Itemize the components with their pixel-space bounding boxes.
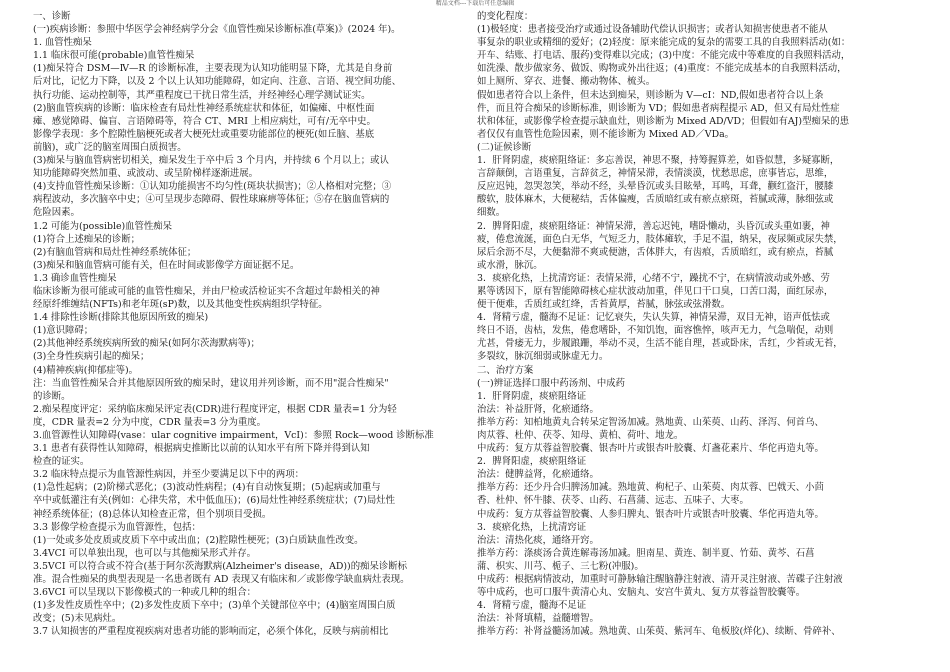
left-column-text-line: 检查的证实。	[33, 456, 90, 468]
right-column-text-line: 多裂纹，脉沉细弱或脉虚无力。	[477, 351, 609, 363]
left-column-text-line: 临床诊断为很可能或可能的血管性痴呆，并由尸检或活检证实不含超过年龄相关的神	[33, 285, 380, 297]
left-column-text-line: (1)意识障碍；	[33, 325, 94, 337]
right-column-text-line: 蒲、枳实、川芎、栀子、三七粉(冲服)。	[477, 560, 644, 572]
left-column-text-line: 准。混合性痴呆的典型表现是一名患者既有 AD 表现又有临床和／或影像学缺血病灶表现。	[33, 574, 410, 586]
left-column-text-line: 3.4VCI 可以单独出现，也可以与其他痴呆形式并存。	[33, 547, 257, 559]
left-column-text-line: (4)支持血管性痴呆诊断：①认知功能损害不均匀性(斑块状损害)；②人格相对完整；③	[33, 181, 392, 193]
right-column-text-line: 事复杂的职业或精细的爱好；(2)轻度：原来能完成的复杂的需要工具的自我照料活动(如：	[477, 37, 851, 49]
right-column-text-line: 如上厕所、穿衣、进餐、搬动物体、梳头。	[477, 76, 656, 88]
right-column-text-line: 件，而且符合痴呆的诊断标准，则诊断为 VD；假如患者病程提示 AD，但又有局灶性症	[477, 102, 840, 114]
left-column-text-line: 的诊断。	[33, 390, 71, 402]
right-column-text-line: 如洗澡、散步做家务、做饭、购物或外出往返；(4)重度：不能完成基本的自我照料活动，	[477, 63, 847, 75]
right-column-text-line: 推举方药：涤痰汤合黄连解毒汤加减。胆南星、黄连、制半夏、竹茹、黄芩、石菖	[477, 547, 815, 559]
right-column-text-line: 1．肝肾阴虚，痰瘀阻络证	[477, 390, 587, 402]
right-column-text-line: 等中成药，也可口服牛黄清心丸、安脑丸、安宫牛黄丸、复方苁蓉益智胶囊等。	[477, 587, 806, 599]
left-column-text-line: 经原纤维缠结(NFTs)和老年斑(sP)数，以及其他变性疾病组织学特征。	[33, 299, 328, 311]
left-column-text-line: 注：当血管性痴呆合并其他原因所致的痴呆时，建议用并列诊断，而不用"混合性痴呆"	[33, 377, 389, 389]
left-column-text-line: 卒中或低灌注有关(例如：心律失常，术中低血压)；(6)局灶性神经系统症状；(7)局灶性	[33, 495, 396, 507]
right-column-text-line: 4．肾精亏虚，髓海不足证	[477, 600, 587, 612]
left-column-text-line: 后对比，记忆力下降，以及 2 个以上认知功能障碍，如定向、注意、言语、视空间功能、	[33, 76, 402, 88]
left-column-text-line: 瘫、感觉障碍、偏盲、言语障碍等，符合 CT、MRI 上相应病灶，可有/无卒中史。	[33, 115, 376, 127]
right-column-text-line: 反应迟钝，忽哭忽笑，举动不经，头晕昏沉或头目眩晕，耳鸣，耳聋，颧红盗汗，腰膝	[477, 181, 834, 193]
left-column-text-line: (1)痴呆符合 DSM—Ⅳ—R 的诊断标准，主要表现为认知功能明显下降，尤其是自身前	[33, 63, 393, 75]
right-column-text-line: 2．脾肾阳虚，痰瘀阻络证：神情呆滞，善忘迟钝，嗜卧懒动，头昏沉或头重如裹，神	[477, 220, 830, 232]
right-column-text-line: 治法：补益肝肾，化瘀通络。	[477, 403, 599, 415]
right-column-text-line: 便干便难，舌质红或红绛，舌苔黄厚，苔腻，脉弦或弦滑数。	[477, 299, 731, 311]
right-column-text-line: 细数。	[477, 207, 506, 219]
left-column-text-line: 3.7 认知损害的严重程度视疾病对患者功能的影响而定，必须个体化，反映与病前相比	[33, 626, 389, 638]
right-column-text-line: 3．痰瘀化热，上扰清窍证	[477, 521, 587, 533]
left-column-text-line: 神经系统体征；(8)总体认知检查正常，但个别项目受损。	[33, 508, 272, 520]
right-column-text-line: 推举方药：补肾益髓汤加减。熟地黄、山茱萸、紫河车、龟板胶(烊化)、续断、骨碎补、	[477, 626, 841, 638]
left-column-text-line: 3.6VCI 可以呈现以下影像模式的一种或几种的组合：	[33, 587, 257, 599]
left-column-text-line: 3.3 影像学检查提示为血管源性，包括：	[33, 521, 201, 533]
left-column-text-line: 病程波动，多次脑卒中史；④可呈现步态障碍、假性球麻痹等体征；⑤存在脑血管病的	[33, 194, 390, 206]
right-column-text-line: 推举方药：知柏地黄丸合转呆定智汤加减。熟地黄、山茱萸、山药、泽泻、何首乌、	[477, 416, 824, 428]
left-column-text-line: (1)急性起病；(2)阶梯式恶化；(3)波动性病程；(4)有自动恢复期；(5)起病或加重与	[33, 482, 381, 494]
left-column-text-line: (1)一处或多处皮质或皮质下卒中或出血；(2)腔隙性梗死；(3)白质缺血性改变。	[33, 534, 364, 546]
left-column-text-line: (1)符合上述痴呆的诊断；	[33, 233, 141, 245]
left-column-text-line: 3.1 患者有获得性认知障碍，根据病史推断比以前的认知水平有所下降并得到认知	[33, 443, 370, 455]
right-column-text-line: 3．痰瘀化热，上扰清窍证：表情呆滞，心绪不宁，躁扰不宁，在病情波动或外感、劳	[477, 272, 830, 284]
right-column-text-line: 中成药：复方苁蓉益智胶囊、人参归脾丸、银杏叶片或银杏叶胶囊、华佗再造丸等。	[477, 508, 824, 520]
left-column-text-line: (3)全身性疾病引起的痴呆；	[33, 351, 150, 363]
right-column-text-line: 终日不语，齿枯，发焦，倦怠嗜卧，不知饥饱，面容憔悴，咳声无力，气急喘促，动则	[477, 325, 834, 337]
right-column-text-line: 酸软，肢体麻木，大便秘结，舌体偏瘦，舌质暗红或有瘀点瘀斑，苔腻或薄，脉细弦或	[477, 194, 834, 206]
right-column-text-line: 推举方药：还少丹合归脾汤加减。熟地黄、枸杞子、山茱萸、肉苁蓉、巴戟天、小茴	[477, 482, 824, 494]
left-column-text-line: (一)疾病诊断：参照中华医学会神经病学分会《血管性痴呆诊断标准(草案)》(2024 年)。	[33, 24, 401, 36]
right-column-text-line: 2．脾肾阳虚，痰瘀阻络证	[477, 456, 587, 468]
left-column-text-line: (3)痴呆和脑血管病可能有关，但在时间或影像学方面证据不足。	[33, 259, 300, 271]
right-column-text-line: 言辞颠倒，言语重复，言辞贫乏，神情呆滞，表情淡漠，忧愁思虑，庶事皆忘，思维，	[477, 168, 834, 180]
left-column-text-line: 执行功能、运动控制等，其严重程度已干扰日常生活，并经神经心理学测试证实。	[33, 89, 371, 101]
left-column-text-line: 3.血管源性认知障碍(vase：ular cognitive impairment，VcI)：参照 Rock—wood 诊断标准	[33, 430, 434, 441]
right-column-text-line: 治法：补肾填精，益髓增智。	[477, 613, 599, 625]
left-column-text-line: 3.5VCI 可以符合或不符合(基于阿尔茨海默病(Alzheimer's disease，AD))的痴呆诊断标	[33, 560, 407, 572]
right-column-text-line: 二、治疗方案	[477, 364, 534, 376]
right-column-text-line: 开车、结账、打电话、服药)变得难以完成；(3)中度：不能完成中等难度的自我照料活动，	[477, 50, 851, 62]
right-column-text-line: 4．肾精亏虚，髓海不足证：记忆衰失，失认失算，神情呆滞，双目无神，语声低怯或	[477, 312, 830, 324]
right-column-text-line: 或水滑，脉沉。	[477, 259, 543, 271]
right-column-text-line: 假如患者符合以上条件，但未达到痴呆，则诊断为 V—cI：ND,假如患者符合以上条	[477, 89, 824, 101]
left-column-text-line: (2)脑血管疾病的诊断：临床检查有局灶性神经系统症状和体征，如偏瘫、中枢性面	[33, 102, 375, 114]
left-column-text-line: 一、诊断	[33, 11, 71, 22]
left-column-text-line: 度，CDR 量表=2 分为中度，CDR 量表=3 分为重度。	[33, 416, 267, 428]
right-column-text-line: 疲，倦怠流涎，面色白无华，气短乏力，肢体瘫软，手足不温，纳呆，夜尿频或尿失禁，	[477, 233, 843, 245]
right-column-text-line: 的变化程度：	[477, 11, 534, 22]
left-column-text-line: (1)多发性皮质性卒中；(2)多发性皮质下卒中；(3)单个关键部位卒中；(4)脑室周围白质	[33, 600, 396, 612]
right-column-text-line: 1．肝肾阴虚，痰瘀阻络证：多忘善误，神思不聚，持筹握算差，如昏似慧，多疑寡断，	[477, 155, 840, 167]
right-column-text-line: 中成药：根据病情波动，加重时可静脉输注醒脑静注射液、清开灵注射液、苦碟子注射液	[477, 574, 843, 586]
left-column-text-line: 1.2 可能为(possible)血管性痴呆	[33, 220, 173, 232]
page-header: 精品文档---下载后可任意编辑	[435, 0, 515, 7]
left-column-text-line: 危险因素。	[33, 207, 80, 219]
right-column-text-line: 肉苁蓉、杜仲、茯苓、知母、黄柏、荷叶、地龙。	[477, 430, 684, 441]
right-column-text-line: 状和体征，或影像学检查提示缺血灶，则诊断为 Mixed AD/VD；但假如有AJ)型痴呆的患	[477, 115, 849, 127]
left-column	[33, 10, 473, 639]
right-column-text-line: (二)证候诊断	[477, 141, 532, 153]
right-column-text-line: 尿后余沥不尽，大便黏滞不爽或便溏，舌体胖大，有齿痕，舌质暗红，或有瘀点，苔腻	[477, 246, 834, 258]
left-column-text-line: 改变；(5)未见病灶。	[33, 613, 122, 625]
right-column-text-line: 香、杜仲、怀牛膝、茯苓、山药、石菖蒲、远志、五味子、大枣。	[477, 495, 749, 507]
left-column-text-line: 影像学表现：多个腔隙性脑梗死或者大梗死灶或重要功能部位的梗死(如丘脑、基底	[33, 128, 375, 140]
left-column-text-line: 知功能障碍突然加重、或波动、或呈阶梯样逐渐进展。	[33, 168, 259, 180]
left-column-text-line: 3.2 临床特点提示为血管源性病因，并至少要满足以下中的两项：	[33, 469, 305, 481]
right-column-text-line: 中成药：复方苁蓉益智胶囊、银杏叶片或银杏叶胶囊、灯盏花素片、华佗再造丸等。	[477, 443, 824, 455]
right-column-text-line: 累等诱因下，原有智能障碍核心症状波动加重，伴见口干口臭，口苦口渴，面红尿赤，	[477, 285, 834, 297]
right-column-text-line: 治法：健脾益肾，化瘀通络。	[477, 469, 599, 481]
left-column-text-line: 1.1 临床很可能(probable)血管性痴呆	[33, 50, 195, 62]
left-column-text-line: 1. 血管性痴呆	[33, 37, 92, 49]
right-column-text-line: (一)辨证选择口服中药汤剂、中成药	[477, 377, 625, 389]
right-column	[477, 10, 927, 639]
left-column-text-line: 1.3 确诊血管性痴呆	[33, 272, 117, 284]
right-column-text-line: 治法：清热化痰，通络开窍。	[477, 534, 599, 546]
left-column-text-line: (2)有脑血管病和局灶性神经系统体征；	[33, 246, 197, 258]
left-column-text-line: 前脑)，或广泛的脑室周围白质损害。	[33, 141, 187, 153]
left-column-text-line: (4)精神疾病(抑郁症等)。	[33, 364, 138, 376]
left-column-text-line: 2.痴呆程度评定：采纳临床痴呆评定表(CDR)进行程度评定，根据 CDR 量表=1 分为轻	[33, 403, 397, 415]
right-column-text-line: 尤甚，骨痿无力，步履踉跚，举动不灵，生活不能自理，甚或卧床，舌红，少苔或无苔，	[477, 338, 843, 350]
right-column-text-line: (1)极轻度：患者接受治疗或通过设备辅助代偿认识损害；或者认知损害使患者不能从	[477, 24, 828, 36]
left-column-text-line: (2)其他神经系统疾病所致的痴呆(如阿尔茨海默病等)；	[33, 338, 260, 350]
left-column-text-line: (3)痴呆与脑血管病密切相关，痴呆发生于卒中后 3 个月内，并持续 6 个月以上；或认	[33, 155, 389, 167]
left-column-text-line: 1.4 排除性诊断(排除其他原因所致的痴呆)	[33, 312, 209, 324]
right-column-text-line: 者仅仅有血管性危险因素，则不能诊断为 Mixed AD／VDa。	[477, 128, 735, 140]
